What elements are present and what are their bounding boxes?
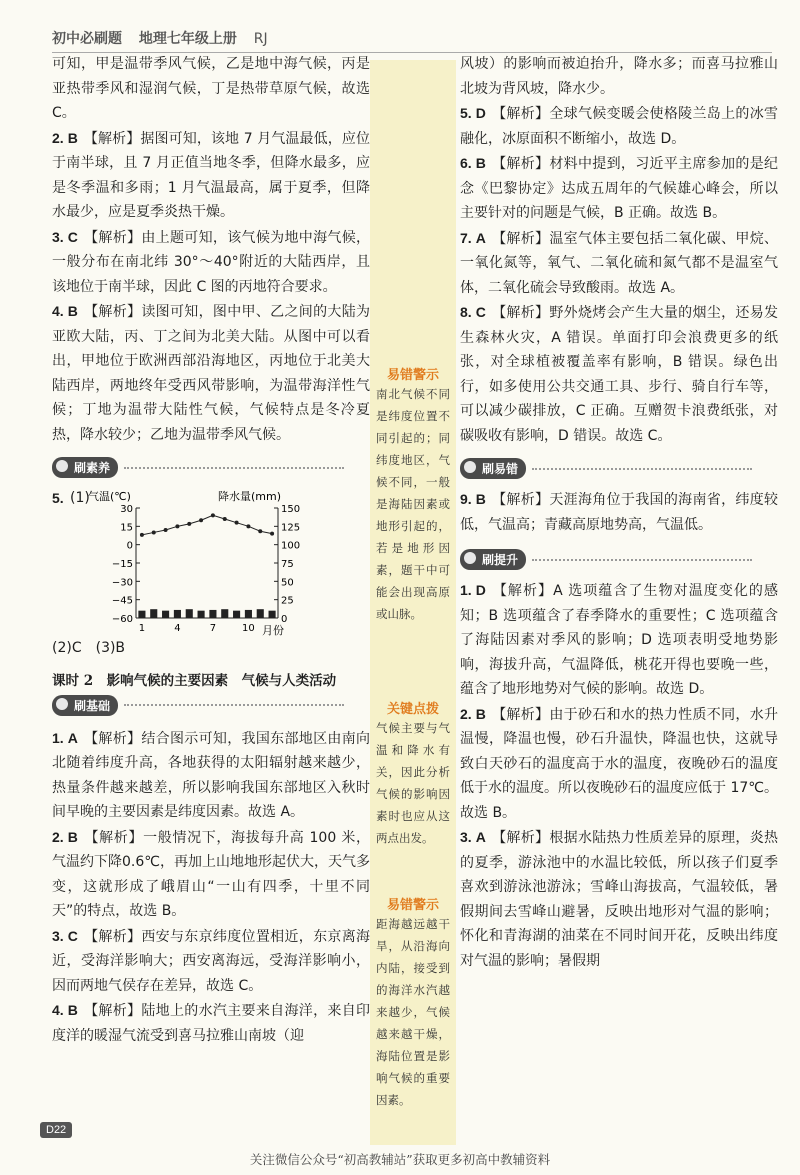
item-explanation: 【解析】结合图示可知，我国东部地区由南向北随着纬度升高，各地获得的太阳辐射越来越少，热量条件越来越差，所以影响我国东部地区入秋时间早晚的主要因素是纬度因素。故选 A。 [52, 730, 370, 820]
answer-item-b3 [52, 924, 370, 999]
tip-title: 易错警示 [386, 898, 439, 913]
item-number: 8. [460, 304, 472, 320]
precipitation-bar [257, 609, 264, 618]
item-explanation: 【解析】天涯海角位于我国的海南省，纬度较低，气温高；青藏高原地势高，气温低。 [460, 492, 778, 533]
tip-text: 南北气候不同是纬度位置不同引起的；同纬度地区，气候不同，一般是海陆因素或地形引起的，若是地形因素，题干中可能会出现高原或山脉。 [376, 387, 450, 621]
tips-sidebar [370, 60, 456, 1145]
answer-item-b2 [52, 825, 370, 924]
section-divider [532, 559, 752, 561]
precipitation-axis-label: 降水量(mm) [218, 490, 282, 503]
item-answer: B [67, 129, 78, 146]
item-number: 3. [52, 927, 64, 944]
temperature-point [270, 532, 274, 536]
precipitation-bar [209, 610, 216, 618]
left-tick-label: −30 [111, 577, 133, 589]
x-axis-label: 月份 [262, 624, 284, 636]
answer-item-r6 [460, 151, 778, 226]
temperature-point [187, 522, 191, 526]
precipitation-bar [138, 611, 145, 618]
item-explanation: 【解析】由于砂石和水的热力性质不同，水升温慢，降温也慢，砂石升温快，降温也快，这就导致白天砂石的温度高于水的温度，夜晚砂石的温度低于水的温度。所以夜晚砂石的温度应低于 17℃。故选 B。 [460, 706, 778, 821]
temperature-point [235, 521, 239, 525]
item-explanation: 【解析】A 选项蕴含了生物对温度变化的感知；B 选项蕴含了春季降水的重要性；C 选项蕴含了海陆因素对季风的影响；D 选项表明受地势影响，海拔升高，气温降低，桃花开得也要晚一些，蕴含了地形地势对气候的影响。故选 D。 [460, 583, 778, 697]
tip-box-2 [370, 694, 456, 849]
subject-title: 地理七年级上册 [138, 31, 237, 47]
item-explanation: 【解析】温室气体主要包括二氧化碳、甲烷、一氧化氮等，氧气、二氧化硫和氮气都不是温室气体，二氧化硫会导致酸雨。故选 A。 [460, 230, 778, 296]
section-header-literacy [52, 457, 370, 478]
answer-item-r8 [460, 300, 778, 448]
page-header [52, 28, 280, 50]
left-continuation-text: 可知，甲是温带季风气候，乙是地中海气候，丙是亚热带季风和湿润气候，丁是热带草原气候，故选 C。 [52, 56, 370, 121]
item-answer: B [475, 155, 486, 171]
temperature-line [142, 515, 272, 535]
item-explanation: 【解析】野外烧烤会产生大量的烟尘，还易发生森林火灾，A 错误。单面打印会浪费更多的纸张，对全球植被覆盖率有影响，B 错误。绿色出行，如多使用公共交通工具、步行、骑自行车等，可以减少碳排放，C 正确。互赠贺卡浪费纸张，对碳吸收有影响，D 错误。故选 C。 [460, 305, 778, 444]
item-explanation: 【解析】根据水陆热力性质差异的原理，炎热的夏季，游泳池中的水温比较低，所以孩子们夏季喜欢到游泳池游泳；雪峰山海拔高，气温较低，暑假期间去雪峰山避暑，反映出地形对气温的影响；怀化和青海湖的油菜在不同时间开花，反映出纬度对气温的影响；暑假期 [460, 830, 778, 969]
temperature-point [152, 530, 156, 534]
answer-item-t2 [460, 702, 778, 826]
precipitation-bar [186, 609, 193, 618]
section-badge: 刷易错 [460, 458, 526, 479]
sub-answers: (2)C (3)B [52, 640, 126, 656]
item-number: 6. [460, 155, 472, 171]
temperature-point [258, 529, 262, 533]
section-header-errors [460, 458, 778, 479]
item-explanation: 【解析】西安与东京纬度位置相近，东京离海近，受海洋影响大；西安离海远，受海洋影响小，因而两地气侯存在差异，故选 C。 [52, 928, 370, 994]
left-tick-label: 0 [126, 540, 133, 552]
item-answer: A [475, 229, 486, 246]
item-answer: B [475, 705, 486, 722]
precipitation-bar [198, 611, 205, 618]
section-badge: 刷基础 [52, 695, 118, 716]
section-header-basics [52, 695, 370, 716]
item-answer: C [67, 927, 78, 944]
left-tick-label: −60 [111, 614, 133, 625]
page-footer: 关注微信公众号“初高教辅站”获取更多初高中教辅资料 [249, 1152, 551, 1167]
item-number: 9. [460, 491, 472, 507]
book-title: 初中必刷题 [52, 31, 122, 47]
section-badge: 刷提升 [460, 549, 526, 570]
answer-item-5 [52, 486, 370, 636]
item-number: 2. [52, 129, 64, 146]
item-answer: A [67, 729, 78, 746]
tip-text: 气候主要与气温和降水有关，因此分析气候的影响因素时也应从这两点出发。 [376, 721, 450, 845]
temperature-point [164, 528, 168, 532]
section-divider [124, 467, 344, 469]
item-answer: C [67, 228, 78, 245]
answer-item-t1 [460, 578, 778, 702]
section-divider [124, 704, 344, 706]
item-number: 1. [52, 729, 64, 746]
section-header-improve [460, 549, 778, 570]
right-tick-label: 100 [281, 540, 301, 552]
right-tick-label: 125 [281, 522, 301, 534]
x-tick-label: 10 [242, 623, 255, 634]
item-number: 1. [460, 582, 472, 598]
answer-item-t3 [460, 825, 778, 973]
temperature-point [223, 517, 227, 521]
lesson-title: 课时 2 影响气候的主要因素 气候与人类活动 [52, 672, 337, 689]
left-tick-label: 15 [120, 522, 133, 534]
temperature-point [246, 524, 250, 528]
tip-box-1 [370, 360, 456, 625]
temperature-point [211, 513, 215, 517]
answer-item-r5 [460, 101, 778, 151]
item-answer: B [67, 828, 78, 845]
left-tick-label: 30 [120, 504, 133, 515]
item-explanation: 【解析】由上题可知，该气候为地中海气候，一般分布在南北纬 30°～40°附近的大陆西岸，且该地位于南半球，因此 C 图的丙地符合要求。 [52, 229, 370, 295]
item-answer: B [67, 1002, 78, 1018]
item-number: 5. [52, 490, 64, 506]
answer-item-3 [52, 225, 370, 300]
item-number: 3. [460, 829, 472, 845]
precipitation-bar [269, 611, 276, 618]
answer-item-b1 [52, 726, 370, 825]
left-column [52, 52, 370, 1048]
climate-chart [88, 486, 328, 636]
precipitation-bar [150, 609, 157, 618]
temperature-point [199, 518, 203, 522]
tip-text: 距海越远越干旱，从沿海向内陆，接受到的海洋水汽越来越少，气候越来越干燥，海陆位置是影响气候的重要因素。 [376, 917, 450, 1107]
temperature-point [140, 533, 144, 537]
item-number: 5. [460, 105, 472, 121]
item-answer: B [67, 303, 78, 319]
right-column [460, 52, 778, 973]
right-continuation-text: 风坡）的影响而被迫抬升，降水多；而喜马拉雅山北坡为背风坡，降水少。 [460, 56, 778, 97]
temperature-point [175, 524, 179, 528]
item-answer: B [475, 491, 486, 507]
tip-title: 关键点拨 [386, 702, 439, 717]
tip-box-3 [370, 890, 456, 1111]
item-answer: D [475, 105, 486, 121]
right-tick-label: 25 [281, 595, 294, 607]
section-divider [532, 468, 752, 470]
temperature-axis-label: 气温(℃) [88, 490, 131, 503]
right-tick-label: 0 [281, 614, 288, 625]
item-number: 2. [52, 828, 64, 845]
item-explanation: 【解析】全球气候变暖会使格陵兰岛上的冰雪融化，冰原面积不断缩小，故选 D。 [460, 106, 778, 147]
section-badge: 刷素养 [52, 457, 118, 478]
left-tick-label: −45 [111, 595, 133, 607]
item-explanation: 【解析】据图可知，该地 7 月气温最低，应位于南半球，且 7 月正值当地冬季，但降水最多，应是冬季温和多雨；1 月气温最高，属于夏季，但降水最少，应是夏季炎热干燥。 [52, 130, 370, 220]
item-explanation: 【解析】陆地上的水汽主要来自海洋，来自印度洋的暖湿气流受到喜马拉雅山南坡（迎 [52, 1003, 370, 1044]
item-answer: A [475, 829, 486, 845]
precipitation-bar [221, 609, 228, 618]
answer-item-r7 [460, 226, 778, 301]
precipitation-bar [174, 610, 181, 618]
right-tick-label: 75 [281, 559, 294, 570]
item-explanation: 【解析】材料中提到，习近平主席参加的是纪念《巴黎协定》达成五周年的气候雄心峰会，所以主要针对的问题是气候，B 正确。故选 B。 [460, 156, 778, 221]
sub-question-label: (1) [70, 490, 90, 506]
item-number: 2. [460, 705, 472, 722]
item-number: 4. [52, 1002, 64, 1018]
edition-label: RJ [253, 31, 268, 47]
item-explanation: 【解析】一般情况下，海拔每升高 100 米，气温约下降0.6℃，再加上山地地形起伏大，天气多变，这就形成了峨眉山“一山有四季，十里不同天”的特点，故选 B。 [52, 829, 370, 919]
x-tick-label: 7 [209, 623, 217, 634]
answer-item-r9 [460, 487, 778, 537]
answer-item-2 [52, 126, 370, 225]
answer-item-b4 [52, 998, 370, 1048]
item-number: 3. [52, 228, 64, 245]
precipitation-bar [162, 611, 169, 618]
item-explanation: 【解析】读图可知，图中甲、乙之间的大陆为亚欧大陆，丙、丁之间为北美大陆。从图中可以看出，甲地位于欧洲西部沿海地区，丙地位于北美大陆西岸，两地终年受西风带影响，为温带海洋性气候；丁地为温带大陆性气候，气候特点是冬冷夏热，降水较少；乙地为温带季风气候。 [52, 304, 370, 443]
tip-title: 易错警示 [386, 368, 439, 383]
x-tick-label: 1 [138, 623, 146, 634]
precipitation-bar [245, 610, 252, 618]
answer-item-4 [52, 299, 370, 447]
page-number: D22 [40, 1122, 72, 1138]
x-tick-label: 4 [174, 623, 181, 634]
precipitation-bar [233, 611, 240, 618]
item-number: 4. [52, 303, 64, 319]
item-answer: D [475, 582, 486, 598]
right-tick-label: 150 [281, 504, 301, 515]
item-answer: C [475, 304, 486, 320]
left-tick-label: −15 [111, 559, 133, 570]
right-tick-label: 50 [281, 577, 294, 589]
item-number: 7. [460, 229, 472, 246]
